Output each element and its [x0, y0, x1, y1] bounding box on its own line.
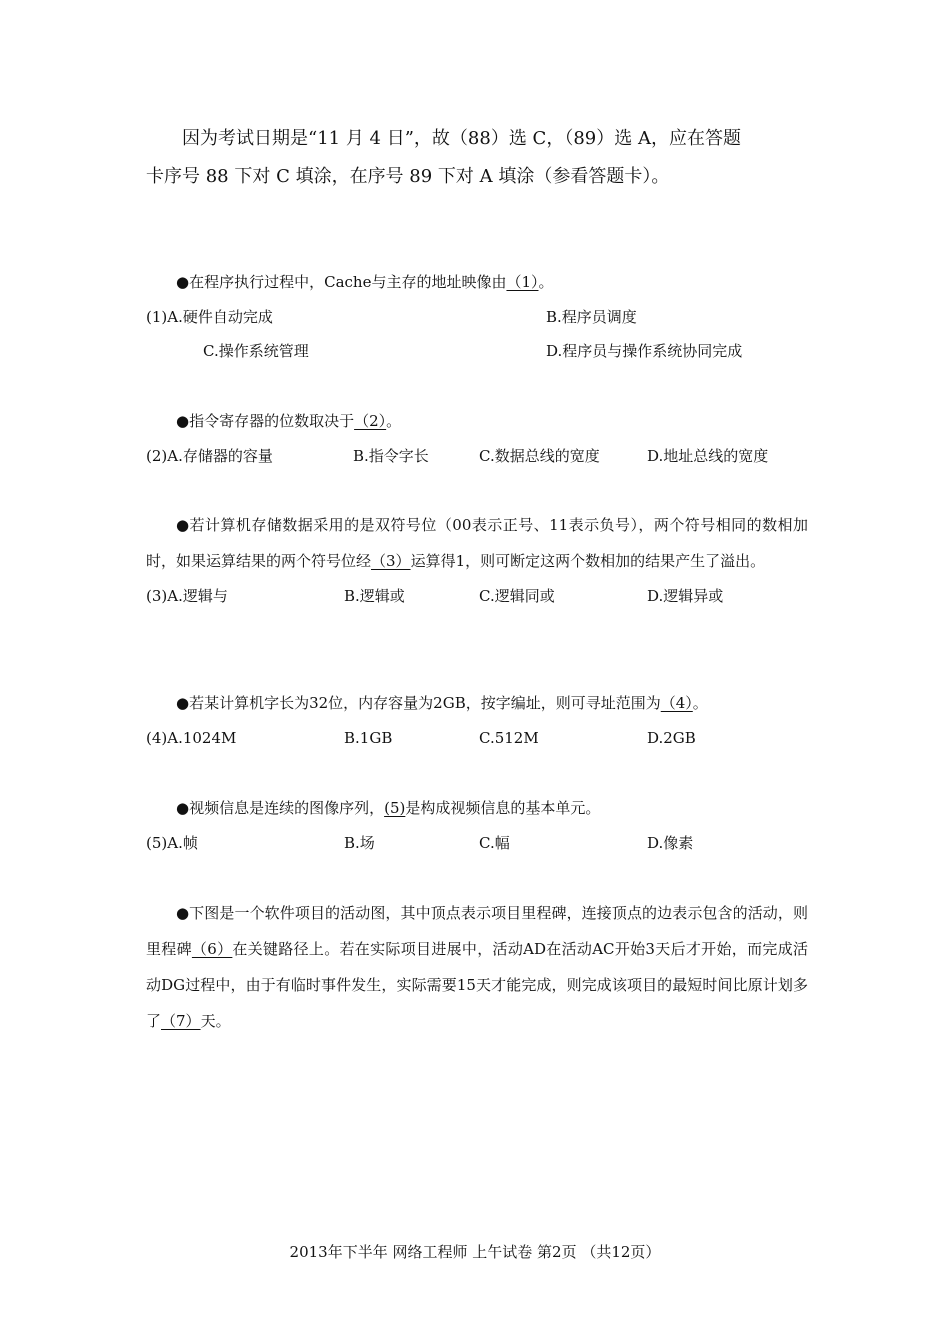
- question-stem: [146, 685, 808, 721]
- question-2: [146, 403, 808, 473]
- option-b: B.场: [344, 834, 375, 852]
- question-5: [146, 790, 808, 860]
- option-c: C.操作系统管理: [203, 342, 309, 360]
- option-d: D.逻辑异或: [647, 587, 724, 605]
- option-d: D.程序员与操作系统协同完成: [546, 342, 743, 360]
- question-stem: [146, 790, 808, 826]
- options-row: [146, 439, 808, 473]
- option-b: B.指令字长: [353, 447, 429, 465]
- option-b: B.程序员调度: [546, 308, 637, 326]
- options-row: [146, 826, 808, 860]
- option-d: D.2GB: [647, 729, 696, 747]
- stem-text: ●在程序执行过程中，Cache与主存的地址映像由: [176, 273, 507, 291]
- options-row: [146, 721, 808, 755]
- stem-text: ●视频信息是连续的图像序列，: [176, 799, 385, 817]
- option-d: D.像素: [647, 834, 694, 852]
- option-c: C.逻辑同或: [479, 587, 555, 605]
- option-c: C.幅: [479, 834, 510, 852]
- answer-blank: (5): [384, 799, 406, 817]
- options-row-1: [146, 300, 808, 334]
- answer-blank-6: （6）: [191, 940, 233, 958]
- stem-text-middle: 在关键路径上。若在实际项目进展中，活动AD在活动AC开始3天后才开始，而完成活动DG过程中，由于有临时事件发生，实际需要15天才能完成，则完成该项目的最短时间比原计划多了: [146, 940, 808, 1030]
- intro-line-2: 卡序号 88 下对 C 填涂，在序号 89 下对 A 填涂（参看答题卡）。: [146, 166, 670, 187]
- question-stem: [146, 403, 808, 439]
- option-c: C.512M: [479, 729, 539, 747]
- answer-blank: （1）: [506, 273, 539, 291]
- option-a: (4)A.1024M: [146, 729, 237, 747]
- option-d: D.地址总线的宽度: [647, 447, 769, 465]
- question-6-7: [146, 895, 808, 1039]
- intro-paragraph: [146, 120, 808, 196]
- option-a: (2)A.存储器的容量: [146, 447, 273, 465]
- stem-text-end: 。: [386, 412, 402, 430]
- stem-text: ●若计算机存储数据采用的是双符号位（00表示正号、11表示负号），两个符号相同的数相加时，如果运算结果的两个符号位经: [146, 516, 808, 570]
- answer-blank-7: （7）: [161, 1012, 201, 1030]
- stem-text-end: 。: [538, 273, 554, 291]
- stem-text: ●下图是一个软件项目的活动图，其中顶点表示项目里程碑，连接顶点的边表示包含的活动，则里程碑: [146, 904, 808, 958]
- stem-text: ●指令寄存器的位数取决于: [176, 412, 355, 430]
- option-b: B.逻辑或: [344, 587, 405, 605]
- page-footer: 2013年下半年 网络工程师 上午试卷 第2页 （共12页）: [289, 1243, 661, 1261]
- options-row: [146, 579, 808, 613]
- stem-text: ●若某计算机字长为32位，内存容量为2GB，按字编址，则可寻址范围为: [176, 694, 661, 712]
- stem-text-end: 天。: [200, 1012, 231, 1030]
- answer-blank: （2）: [354, 412, 387, 430]
- option-a: (1)A.硬件自动完成: [146, 308, 273, 326]
- option-a: (5)A.帧: [146, 834, 198, 852]
- question-4: [146, 685, 808, 755]
- options-row-2: [146, 334, 808, 368]
- question-stem: [146, 264, 808, 300]
- option-a: (3)A.逻辑与: [146, 587, 228, 605]
- option-c: C.数据总线的宽度: [479, 447, 600, 465]
- question-stem: [146, 507, 808, 579]
- question-3: [146, 507, 808, 613]
- option-b: B.1GB: [344, 729, 393, 747]
- question-1: [146, 264, 808, 368]
- question-stem: [146, 895, 808, 1039]
- answer-blank: （4）: [660, 694, 693, 712]
- stem-text-end: 是构成视频信息的基本单元。: [405, 799, 601, 817]
- answer-blank: （3）: [371, 552, 411, 570]
- stem-text-end: 。: [692, 694, 708, 712]
- stem-text-end: 运算得1，则可断定这两个数相加的结果产生了溢出。: [410, 552, 766, 570]
- intro-line-1: 因为考试日期是“11 月 4 日”，故（88）选 C，（89）选 A，应在答题: [182, 128, 741, 149]
